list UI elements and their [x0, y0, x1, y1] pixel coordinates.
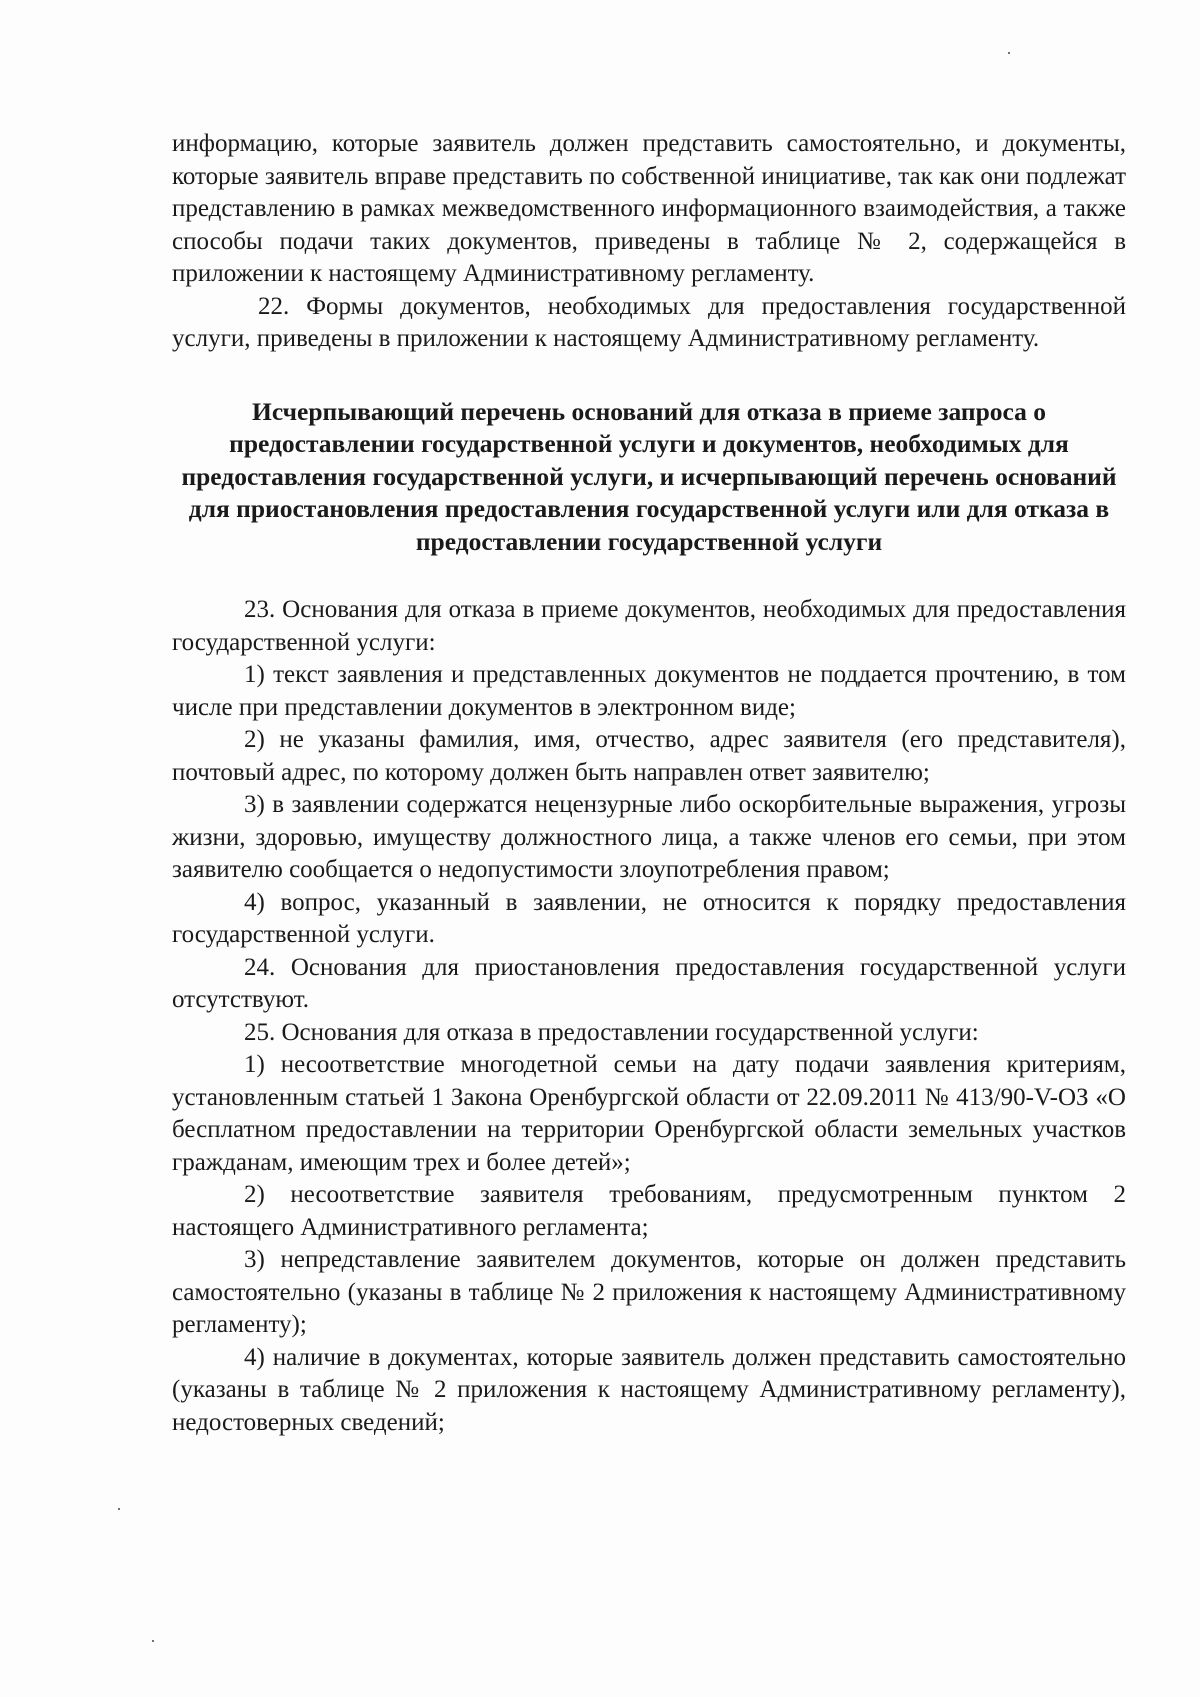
paragraph-25-item-4: 4) наличие в документах, которые заявитель должен представить самостоятельно (указаны в таблице № 2 приложения к настоящему Административному регламенту), недостоверных сведений; — [172, 1343, 1126, 1436]
paragraph-22: 22. Формы документов, необходимых для предоставления государственной услуги, приведены в приложении к настоящему Административному регламенту. — [172, 292, 1126, 352]
scan-speck — [152, 1640, 154, 1642]
paragraph-25-item-2: 2) несоответствие заявителя требованиям, предусмотренным пунктом 2 настоящего Административного регламента; — [172, 1181, 1126, 1241]
paragraph-25: 25. Основания для отказа в предоставлении государственной услуги: — [244, 1018, 979, 1046]
paragraph-intro: информацию, которые заявитель должен представить самостоятельно, и документы, которые заявитель вправе представить по собственной инициативе, так как они подлежат представлению в рамках межведомственного информационного взаимодействия, а также способы подачи таких документов, приведены в таблице № 2, содержащейся в приложении к настоящему Административному регламенту. — [172, 130, 1126, 287]
paragraph-24: 24. Основания для приостановления предоставления государственной услуги отсутствуют. — [172, 953, 1126, 1013]
document-body — [172, 128, 1126, 1439]
section-heading: Исчерпывающий перечень оснований для отказа в приеме запроса о предоставлении государственной услуги и документов, необходимых для предоставления государственной услуги, и исчерпывающий перечень оснований для приостановления предоставления государственной услуги или для отказа в предоставлении государственной услуги — [181, 396, 1117, 556]
paragraph-23: 23. Основания для отказа в приеме документов, необходимых для предоставления государственной услуги: — [172, 596, 1126, 656]
scan-speck — [118, 1508, 120, 1510]
paragraph-23-item-4: 4) вопрос, указанный в заявлении, не относится к порядку предоставления государственной услуги. — [172, 888, 1126, 948]
paragraph-25-item-3: 3) непредставление заявителем документов, которые он должен представить самостоятельно (указаны в таблице № 2 приложения к настоящему Административному регламенту); — [172, 1246, 1126, 1338]
paragraph-25-item-1: 1) несоответствие многодетной семьи на дату подачи заявления критериям, установленным статьей 1 Закона Оренбургской области от 22.09.2011 № 413/90-V-ОЗ «О бесплатном предоставлении на территории Оренбургской области земельных участков гражданам, имеющим трех и более детей»; — [172, 1051, 1126, 1176]
scan-speck — [1008, 52, 1010, 54]
paragraph-23-item-2: 2) не указаны фамилия, имя, отчество, адрес заявителя (его представителя), почтовый адрес, по которому должен быть направлен ответ заявителю; — [172, 726, 1126, 786]
paragraph-23-item-3: 3) в заявлении содержатся нецензурные либо оскорбительные выражения, угрозы жизни, здоровью, имуществу должностного лица, а также членов его семьи, при этом заявителю сообщается о недопустимости злоупотребления правом; — [172, 791, 1126, 883]
paragraph-23-item-1: 1) текст заявления и представленных документов не поддается прочтению, в том числе при представлении документов в электронном виде; — [172, 661, 1126, 721]
